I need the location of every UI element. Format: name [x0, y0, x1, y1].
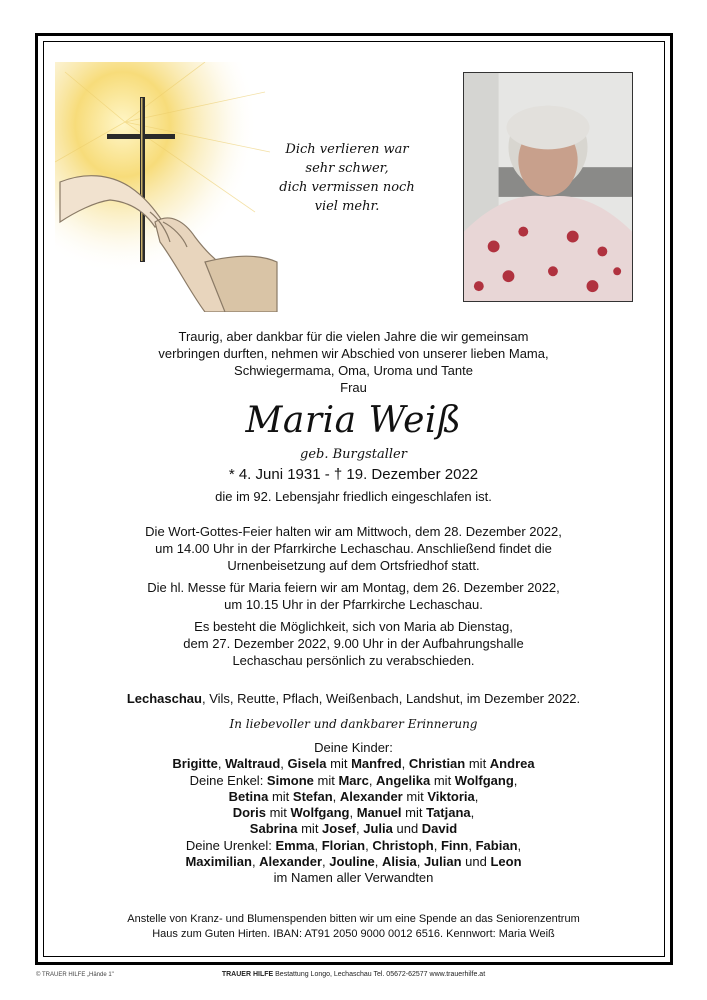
family-line [60, 805, 647, 821]
intro-line: Traurig, aber dankbar für die vielen Jahre die wir gemeinsam [178, 329, 529, 344]
intro-text [60, 328, 647, 396]
family-connector: Deine Urenkel: [185, 837, 276, 853]
family-member-name: Maximilian [185, 854, 252, 870]
family-member-name: Viktoria [427, 788, 475, 804]
family-member-name: Julia [363, 821, 393, 837]
family-list [60, 740, 647, 887]
donation-line: Anstelle von Kranz- und Blumenspenden bitten wir um eine Spende an das Seniorenzentrum [127, 913, 580, 925]
family-connector: , [322, 854, 330, 870]
portrait-photo [463, 72, 633, 302]
deceased-name: Maria Weiß [245, 400, 462, 441]
family-line [60, 838, 647, 854]
family-member-name: Gisela [287, 756, 327, 772]
family-connector: und [392, 821, 422, 837]
family-member-name: Fabian [475, 837, 518, 853]
family-member-name: Waltraud [225, 756, 281, 772]
family-connector: , [416, 854, 424, 870]
family-member-name: Marc [338, 772, 369, 788]
family-member-name: Julian [423, 854, 462, 870]
family-member-name: Christian [408, 756, 466, 772]
family-member-name: Simone [266, 772, 314, 788]
footer-text: Bestattung Longo, Lechaschau Tel. 05672-62577 www.trauerhilfe.at [273, 971, 486, 978]
family-connector: , [401, 756, 409, 772]
family-member-name: Doris [232, 805, 266, 821]
family-line [60, 789, 647, 805]
family-connector: im Namen aller Verwandten [273, 870, 434, 886]
maiden-name: geb. Burgstaller [300, 447, 407, 462]
family-connector: , [433, 837, 441, 853]
intro-line: Schwiegermama, Oma, Uroma und Tante [234, 363, 473, 378]
hands-cross-illustration [55, 62, 280, 312]
mass-text [60, 579, 647, 613]
quote-line: viel mehr. [314, 199, 380, 214]
family-line [60, 756, 647, 772]
quote-line: sehr schwer, [305, 161, 389, 176]
family-connector: , [468, 837, 476, 853]
family-member-name: Brigitte [172, 756, 218, 772]
family-member-name: Finn [440, 837, 469, 853]
family-member-name: Betina [228, 788, 269, 804]
farewell-line: Es besteht die Möglichkeit, sich von Maria ab Dienstag, [194, 619, 513, 634]
family-member-name: Alisia [382, 854, 417, 870]
family-member-name: Emma [275, 837, 315, 853]
mass-line: um 10.15 Uhr in der Pfarrkirche Lechaschau. [224, 597, 483, 612]
family-connector: mit [465, 756, 490, 772]
family-connector: , [513, 772, 518, 788]
farewell-line: Lechaschau persönlich zu verabschieden. [232, 653, 475, 668]
memory-line: In liebevoller und dankbarer Erinnerung [229, 717, 478, 731]
family-connector: , [470, 805, 475, 821]
family-member-name: Manfred [351, 756, 402, 772]
family-connector: , [374, 854, 383, 870]
family-connector: , [217, 756, 226, 772]
family-member-name: Florian [321, 837, 366, 853]
quote-line: Dich verlieren war [285, 142, 409, 157]
family-member-name: Angelika [376, 772, 431, 788]
family-line [60, 773, 647, 789]
footer-brand: TRAUER HILFE [221, 971, 274, 978]
age-line: die im 92. Lebensjahr friedlich eingeschlafen ist. [215, 489, 492, 504]
life-dates: * 4. Juni 1931 - † 19. Dezember 2022 [228, 466, 479, 483]
family-member-name: Alexander [339, 788, 403, 804]
family-connector: mit [402, 788, 428, 804]
family-connector: , [474, 788, 479, 804]
ceremony-line: Urnenbeisetzung auf dem Ortsfriedhof statt. [227, 558, 480, 573]
family-connector: mit [430, 772, 455, 788]
quote-line: dich vermissen noch [279, 180, 415, 195]
family-member-name: Christoph [372, 837, 434, 853]
family-connector: , [356, 821, 364, 837]
places-town: Lechaschau [126, 691, 202, 706]
family-connector: mit [401, 805, 427, 821]
intro-line: Frau [340, 380, 367, 395]
family-connector: , [314, 837, 322, 853]
family-connector: und [461, 854, 491, 870]
family-member-name: Andrea [489, 756, 535, 772]
family-line [60, 821, 647, 837]
memorial-quote [272, 140, 422, 216]
family-connector: mit [326, 756, 352, 772]
ceremony-line: um 14.00 Uhr in der Pfarrkirche Lechaschau. Anschließend findet die [155, 541, 552, 556]
intro-line: verbringen durften, nehmen wir Abschied von unserer lieben Mama, [158, 346, 549, 361]
copyright-note: © TRAUER HILFE „Hände 1" [36, 972, 114, 978]
ceremony-text [60, 523, 647, 574]
family-connector: mit [313, 772, 339, 788]
footer [0, 971, 707, 978]
family-member-name: Manuel [356, 805, 402, 821]
ceremony-line: Die Wort-Gottes-Feier halten wir am Mittwoch, dem 28. Dezember 2022, [145, 524, 562, 539]
family-line [60, 854, 647, 870]
family-connector: mit [265, 805, 291, 821]
farewell-text [60, 618, 647, 669]
mass-line: Die hl. Messe für Maria feiern wir am Montag, dem 26. Dezember 2022, [147, 580, 560, 595]
family-connector: , [517, 837, 522, 853]
family-connector: , [365, 837, 373, 853]
family-connector: , [280, 756, 288, 772]
places-rest: , Vils, Reutte, Pflach, Weißenbach, Landshut, im Dezember 2022. [201, 691, 581, 706]
family-member-name: Stefan [292, 788, 333, 804]
farewell-line: dem 27. Dezember 2022, 9.00 Uhr in der Aufbahrungshalle [183, 636, 524, 651]
family-line [60, 870, 647, 886]
family-connector: , [349, 805, 357, 821]
family-member-name: Wolfgang [454, 772, 514, 788]
family-connector: , [251, 854, 260, 870]
family-connector: mit [268, 788, 293, 804]
family-connector: , [368, 772, 377, 788]
family-member-name: Sabrina [249, 821, 298, 837]
family-member-name: Leon [490, 854, 522, 870]
family-member-name: Josef [322, 821, 357, 837]
family-member-name: David [421, 821, 458, 837]
family-connector: mit [297, 821, 323, 837]
places-line [60, 690, 647, 707]
family-connector: Deine Kinder: [314, 740, 393, 755]
family-connector: Deine Enkel: [189, 772, 267, 788]
family-connector: , [332, 788, 340, 804]
family-member-name: Tatjana [426, 805, 471, 821]
family-member-name: Wolfgang [290, 805, 350, 821]
family-member-name: Jouline [329, 854, 375, 870]
donation-text [60, 912, 647, 942]
family-member-name: Alexander [259, 854, 323, 870]
family-line [60, 740, 647, 756]
donation-line: Haus zum Guten Hirten. IBAN: AT91 2050 9000 0012 6516. Kennwort: Maria Weiß [152, 928, 555, 940]
